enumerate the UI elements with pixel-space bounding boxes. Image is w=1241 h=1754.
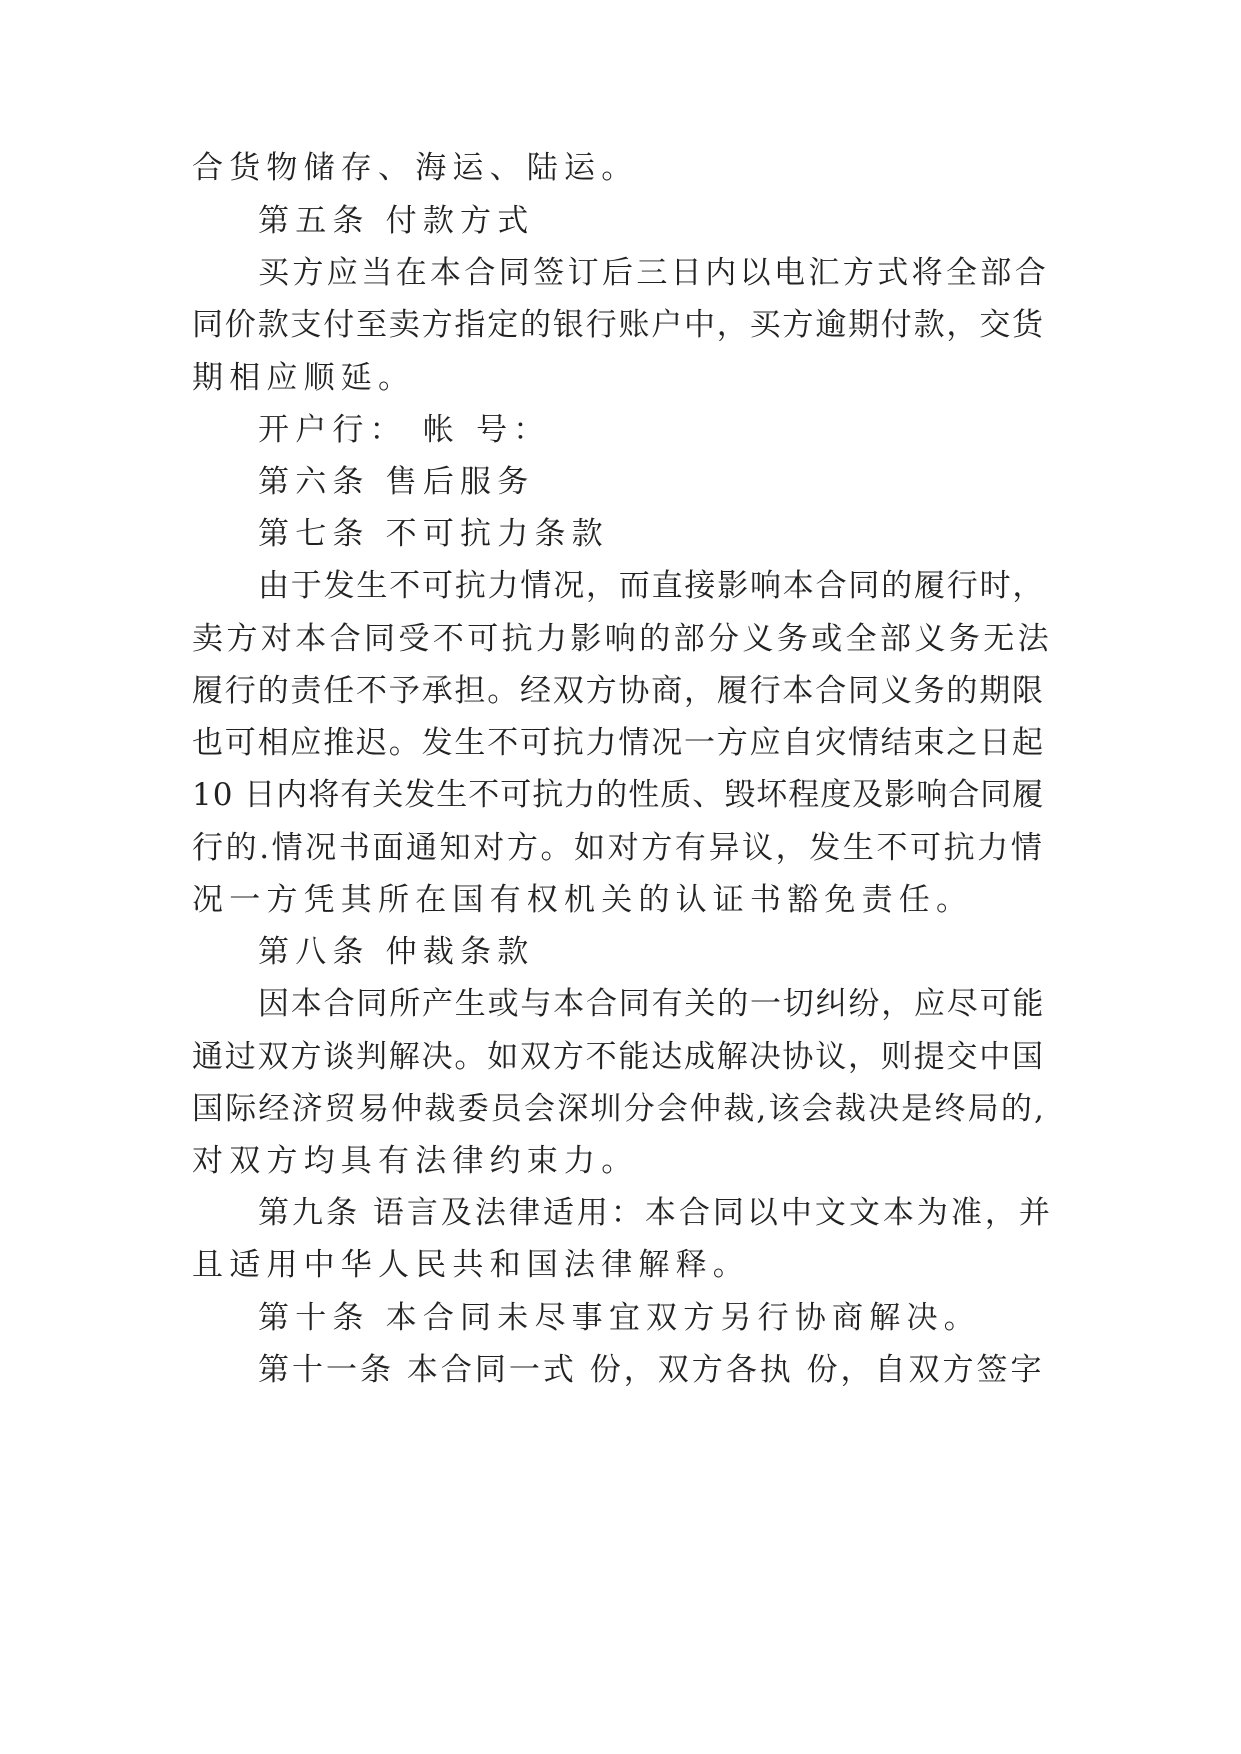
section-heading: 第七条 不可抗力条款 bbox=[258, 516, 609, 552]
paragraph-line: 由于发生不可抗力情况，而直接影响本合同的履行时， bbox=[258, 568, 1046, 604]
paragraph-line: 10 日内将有关发生不可抗力的性质、毁坏程度及影响合同履 bbox=[192, 777, 1045, 813]
paragraph-line: 履行的责任不予承担。经双方协商，履行本合同义务的期限 bbox=[192, 673, 1045, 709]
paragraph-line: 卖方对本合同受不可抗力影响的部分义务或全部义务无法 bbox=[192, 621, 1052, 657]
section-heading: 第五条 付款方式 bbox=[258, 203, 535, 239]
section-heading: 第十一条 本合同一式 份，双方各执 份，自双方签字 bbox=[258, 1352, 1045, 1388]
paragraph-line: 期相应顺延。 bbox=[192, 360, 416, 396]
section-heading: 第十条 本合同未尽事宜双方另行协商解决。 bbox=[258, 1300, 981, 1336]
section-heading: 第八条 仲裁条款 bbox=[258, 934, 535, 970]
paragraph-line: 通过双方谈判解决。如双方不能达成解决协议，则提交中国 bbox=[192, 1039, 1045, 1075]
paragraph-line: 且适用中华人民共和国法律解释。 bbox=[192, 1247, 750, 1283]
paragraph-line: 国际经济贸易仲裁委员会深圳分会仲裁,该会裁决是终局的, bbox=[192, 1091, 1047, 1127]
text-line: 合货物储存、海运、陆运。 bbox=[192, 150, 639, 186]
paragraph-line: 况一方凭其所在国有权机关的认证书豁免责任。 bbox=[192, 882, 974, 918]
paragraph-line: 行的.情况书面通知对方。如对方有异议，发生不可抗力情 bbox=[192, 830, 1045, 866]
paragraph-line: 同价款支付至卖方指定的银行账户中，买方逾期付款，交货 bbox=[192, 307, 1045, 343]
section-heading: 第九条 语言及法律适用：本合同以中文文本为准，并 bbox=[258, 1195, 1053, 1231]
paragraph-line: 对双方均具有法律约束力。 bbox=[192, 1143, 639, 1179]
bank-account-line: 开户行： 帐 号： bbox=[258, 412, 551, 448]
paragraph-line: 买方应当在本合同签订后三日内以电汇方式将全部合 bbox=[258, 255, 1050, 291]
paragraph-line: 因本合同所产生或与本合同有关的一切纠纷，应尽可能 bbox=[258, 986, 1046, 1022]
section-heading: 第六条 售后服务 bbox=[258, 464, 535, 500]
paragraph-line: 也可相应推迟。发生不可抗力情况一方应自灾情结束之日起 bbox=[192, 725, 1045, 761]
